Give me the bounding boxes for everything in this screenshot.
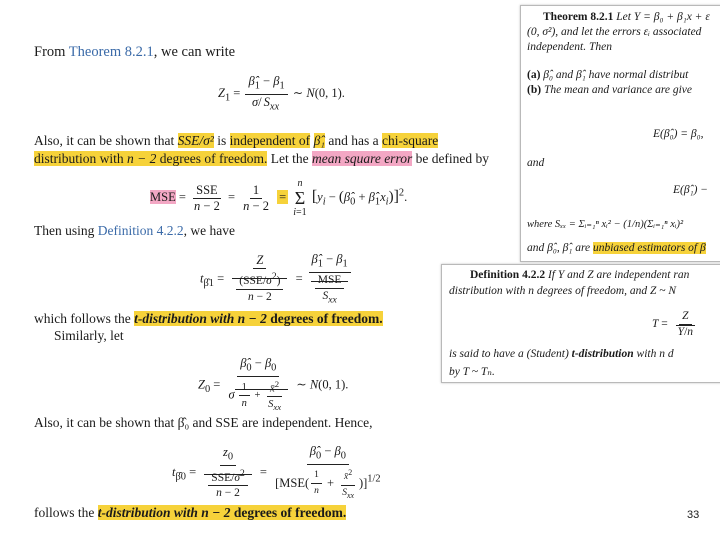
definition-line-4: by T ~ Tₙ. <box>449 366 495 378</box>
theorem-text-1: Let Y = β₀ + β₁x + ε <box>616 11 710 23</box>
theorem-line-3: independent. Then <box>527 41 612 53</box>
definition-title: Definition 4.2.2 <box>470 269 546 281</box>
theorem-item-a: (a) β̂₀ and β̂₁ have normal distribut <box>527 69 689 81</box>
theorem-last-line: and β̂₀, β̂₁ are unbiased estimators of β <box>527 242 706 254</box>
similarly-line <box>54 328 124 344</box>
equation-t-beta1: $t_{\betâ1}$ = $\frac{Z}{\frac{(SSE/\sigma^2)}{n - 2}}$ = $\frac{\betâ_1 - \beta_1}{\frac{\text{MSE}}{S_{xx}}}$ <box>200 252 353 307</box>
text-then-using: Then using <box>34 223 95 238</box>
intro-text: From <box>34 44 66 60</box>
follows-line <box>34 505 346 521</box>
theorem-line-1 <box>543 11 710 23</box>
theorem-title: Theorem 8.2.1 <box>543 11 614 23</box>
theorem-box <box>520 5 720 262</box>
highlight-t-distribution-1: t-distribution with n − 2 degrees of freedom. <box>134 311 383 326</box>
theorem-line-2: (0, σ²), and let the errors εᵢ associated <box>527 26 702 38</box>
definition-box <box>441 264 720 383</box>
highlight-chi-square: chi-square <box>381 133 439 148</box>
text-and-has-a: and has a <box>328 133 379 148</box>
paragraph-1-line-2 <box>34 151 489 167</box>
text-defined-by: be defined by <box>415 151 490 166</box>
theorem-where-line: where Sₓₓ = Σᵢ₌₁ⁿ xᵢ² − (1/n)(Σᵢ₌₁ⁿ xᵢ)² <box>527 219 684 230</box>
definition-eq: T = $\frac{Z}{Y/n}$ <box>652 310 694 338</box>
definition-link[interactable]: Definition 4.2.2 <box>97 223 184 238</box>
page-number: 33 <box>687 509 700 521</box>
intro-line <box>34 44 235 61</box>
highlight-t-distribution-2: t-distribution with n − 2 degrees of freedom. <box>97 505 347 520</box>
theorem-eq-2: E(β̂₁) − <box>673 184 709 196</box>
highlight-independent-of: independent of <box>229 133 311 148</box>
highlight-unbiased: unbiased estimators of β <box>592 242 706 254</box>
equation-mse: MSE = $\frac{\text{SSE}}{n - 2}$ = $\frac{1}{n - 2}$ = n Σ i=1 [$y_i$ − ($\betâ_0$ + $\betâ_1x_i)]^2$. <box>150 178 408 218</box>
paragraph-2 <box>34 415 373 431</box>
equation-z1: $Z_1$ = $\frac{\betâ_1 - \beta_1}{\sigma/ S_{xx}}$ ∼ N(0, 1). <box>218 74 345 112</box>
theorem-item-b: (b) The mean and variance are give <box>527 84 693 96</box>
text-which-follows: which follows the <box>34 311 131 326</box>
theorem-link[interactable]: Theorem 8.2.1 <box>68 44 154 60</box>
highlight-mean-square-error: mean square error <box>311 151 413 166</box>
definition-line-3: is said to have a (Student) t-distribution with n d <box>449 348 674 360</box>
highlight-beta1-hat: β̂₁ <box>313 133 325 148</box>
text-also: Also, it can be shown that <box>34 133 175 148</box>
text-para2: Also, it can be shown that β̂₀ and SSE are independent. Hence, <box>34 415 373 430</box>
highlight-distribution-with: distribution with n − 2 degrees of freedom. <box>34 151 268 166</box>
then-using-line <box>34 223 235 239</box>
theorem-and: and <box>527 157 545 169</box>
text-is: is <box>217 133 227 148</box>
text-similarly: Similarly, let <box>54 328 124 343</box>
text-we-have: , we have <box>183 223 235 238</box>
definition-line-2: distribution with n degrees of freedom, and Z ~ N <box>449 285 677 297</box>
which-follows-line <box>34 311 383 327</box>
equation-z0: $Z_0$ = $\betâ_0 - \beta_0$ σ $\frac{1}{n}$ + $\frac{x̄^2}{S_{xx}}$ ∼ N(0, 1). <box>198 356 349 413</box>
text-let-the: Let the <box>270 151 309 166</box>
intro-tail: , we can write <box>153 44 236 60</box>
paragraph-1-line-1 <box>34 133 438 149</box>
highlight-sse-ratio: SSE/σ² <box>177 133 214 148</box>
theorem-eq-1: E(β̂₀) = β₀, <box>653 128 704 140</box>
definition-line-1 <box>470 269 689 281</box>
equation-t-beta0: $t_{\betâ0}$ = $\frac{z_0}{\frac{SSE/\sigma^2}{n - 2}}$ = $\betâ_0 - \beta_0$ [MSE( $\frac{1}{n}$ + $\frac{x̄^2}{S_{xx}}$ )]$^{1/2}$ <box>172 444 381 500</box>
definition-text-1: If Y and Z are independent ran <box>547 269 690 281</box>
text-follows-the: follows the <box>34 505 95 520</box>
